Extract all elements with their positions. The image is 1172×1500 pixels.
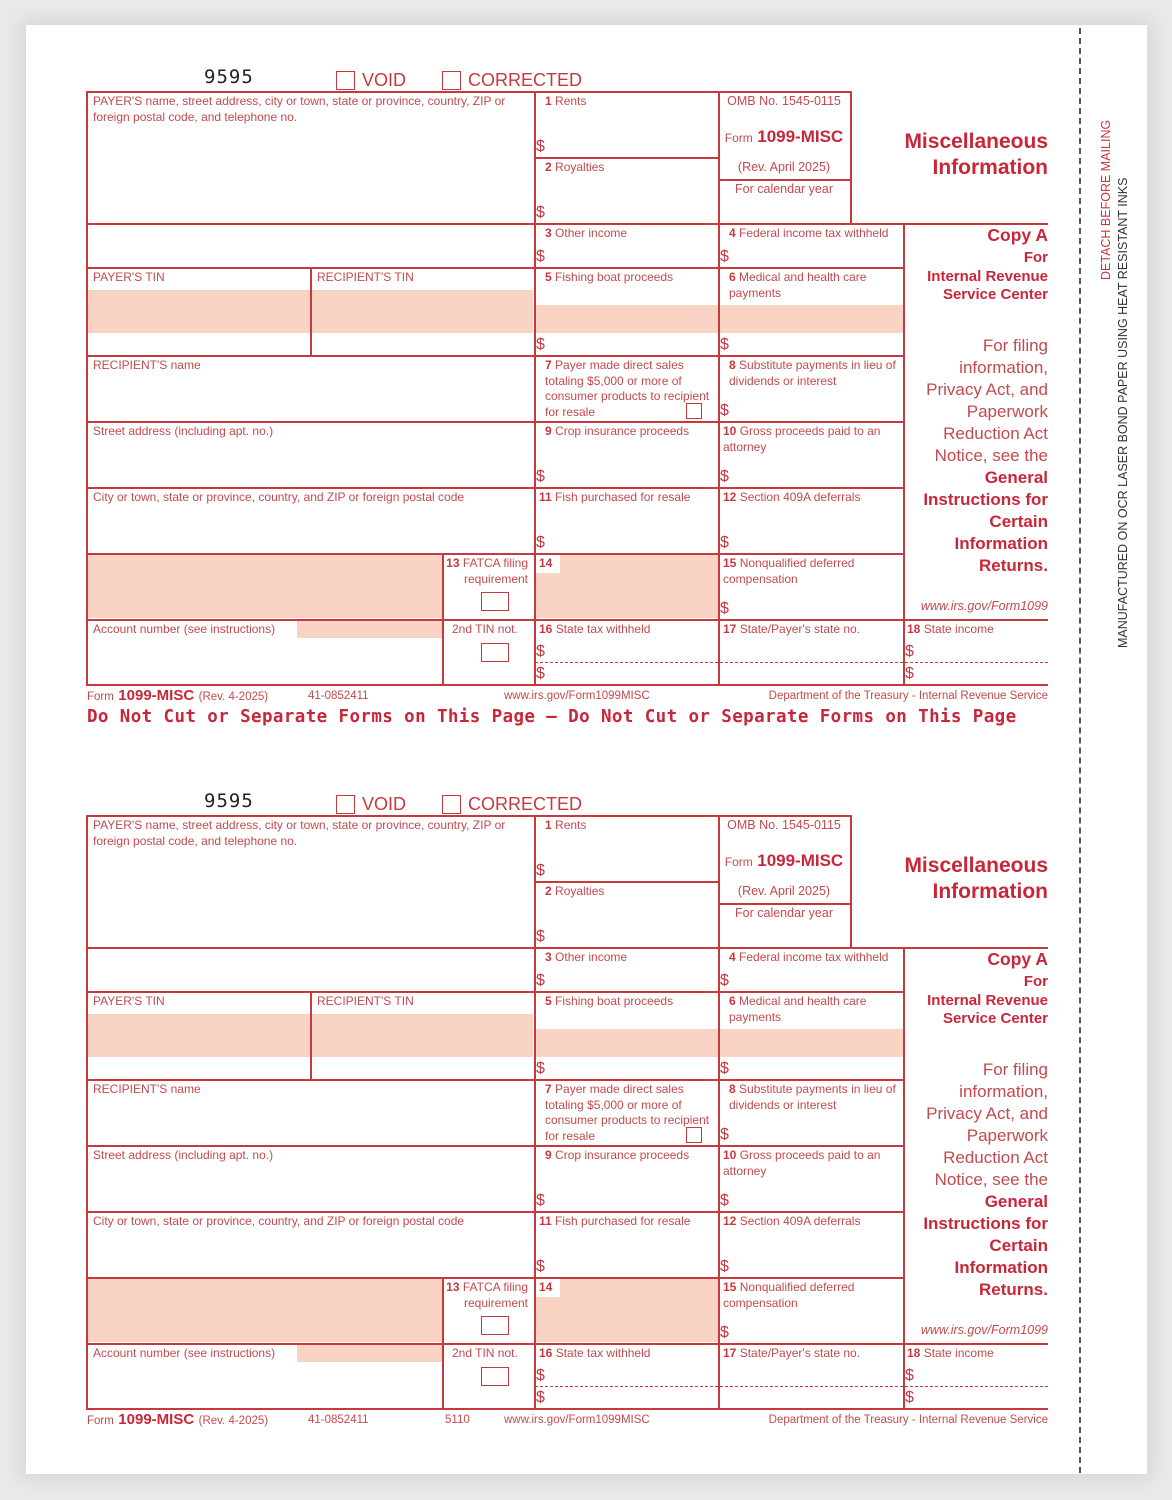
payer-tin-field[interactable]: PAYER'S TIN: [93, 994, 165, 1008]
dollar-sign: $: [536, 204, 545, 221]
box5-fishing-boat[interactable]: 5 Fishing boat proceeds: [545, 994, 674, 1008]
dollar-sign: $: [536, 468, 545, 485]
fatca-checkbox[interactable]: [481, 592, 509, 611]
dollar-sign: $: [905, 643, 914, 660]
payer-info-field[interactable]: PAYER'S name, street address, city or town, state or province, country, ZIP or foreign postal code, and telephone no.: [93, 818, 506, 848]
box10-attorney-proceeds[interactable]: 10 Gross proceeds paid to an attorney: [723, 424, 881, 454]
dollar-sign: $: [536, 643, 545, 660]
omb-number: OMB No. 1545-0115: [727, 94, 841, 108]
second-tin-checkbox[interactable]: [481, 643, 509, 662]
box17-state-payer-no[interactable]: 17 State/Payer's state no.: [723, 1346, 861, 1360]
box11-fish-purchased[interactable]: 11 Fish purchased for resale: [539, 490, 691, 504]
box7-direct-sales: 7 Payer made direct sales totaling $5,000 or more of consumer products to recipient for resale: [545, 358, 710, 419]
form-title: Miscellaneous Information: [904, 854, 1048, 903]
box2-royalties[interactable]: 2 Royalties: [545, 160, 605, 174]
box9-crop-insurance[interactable]: 9 Crop insurance proceeds: [545, 424, 690, 438]
box5-fishing-boat[interactable]: 5 Fishing boat proceeds: [545, 270, 674, 284]
copy-a-title: Copy A: [987, 949, 1048, 969]
corrected-label: CORRECTED: [468, 70, 583, 90]
box18-state-income[interactable]: 18 State income: [907, 622, 994, 636]
box8-substitute-payments[interactable]: 8 Substitute payments in lieu of dividends or interest: [729, 358, 896, 388]
copy-destination: For Internal Revenue Service Center: [927, 249, 1048, 303]
box9-crop-insurance[interactable]: 9 Crop insurance proceeds: [545, 1148, 690, 1162]
unused-shade: [87, 554, 442, 618]
dollar-sign: $: [720, 1324, 729, 1341]
box11-fish-purchased[interactable]: 11 Fish purchased for resale: [539, 1214, 691, 1228]
dollar-sign: $: [536, 862, 545, 879]
dollar-sign: $: [536, 1060, 545, 1077]
form-id: Form 1099-MISC: [724, 127, 844, 146]
dollar-sign: $: [720, 1060, 729, 1077]
dollar-sign: $: [536, 1367, 545, 1384]
account-number-field[interactable]: Account number (see instructions): [93, 1346, 276, 1360]
corrected-checkbox[interactable]: [442, 795, 461, 814]
void-checkbox[interactable]: [336, 71, 355, 90]
privacy-notice: For filing information, Privacy Act, and Paperwork Reduction Act Notice, see the General Instructions for Certain Information Returns.: [923, 336, 1048, 575]
box17-state-payer-no[interactable]: 17 State/Payer's state no.: [723, 622, 861, 636]
dollar-sign: $: [720, 1258, 729, 1275]
box1-rents[interactable]: 1 Rents: [545, 818, 587, 832]
second-tin-label: 2nd TIN not.: [452, 1346, 518, 1360]
form-id: Form 1099-MISC: [724, 851, 844, 870]
box2-royalties[interactable]: 2 Royalties: [545, 884, 605, 898]
dollar-sign: $: [720, 534, 729, 551]
unused-shade: [87, 1278, 442, 1342]
dollar-sign: $: [905, 665, 914, 682]
box12-409a-deferrals[interactable]: 12 Section 409A deferrals: [723, 1214, 861, 1228]
dollar-sign: $: [536, 972, 545, 989]
city-state-zip-field[interactable]: City or town, state or province, country, and ZIP or foreign postal code: [93, 1214, 465, 1228]
form-code: 5110: [445, 1414, 470, 1426]
box6-medical[interactable]: 6 Medical and health care payments: [729, 994, 867, 1024]
corrected-checkbox[interactable]: [442, 71, 461, 90]
box14-shade: [535, 1278, 718, 1342]
omb-number: OMB No. 1545-0115: [727, 818, 841, 832]
footer-url[interactable]: www.irs.gov/Form1099MISC: [504, 690, 650, 702]
do-not-cut-warning: Do Not Cut or Separate Forms on This Page — Do Not Cut or Separate Forms on This Page: [87, 707, 1017, 727]
revision-date: (Rev. April 2025): [737, 884, 831, 898]
box3-other-income[interactable]: 3 Other income: [545, 950, 628, 964]
box4-federal-tax-withheld[interactable]: 4 Federal income tax withheld: [729, 950, 889, 964]
box15-nonqualified-deferred[interactable]: 15 Nonqualified deferred compensation: [723, 556, 855, 586]
irs-url[interactable]: www.irs.gov/Form1099: [920, 599, 1048, 613]
dollar-sign: $: [720, 972, 729, 989]
ocr-code: 9595: [204, 790, 254, 812]
box7-direct-sales: 7 Payer made direct sales totaling $5,000 or more of consumer products to recipient for resale: [545, 1082, 710, 1143]
dollar-sign: $: [536, 1389, 545, 1406]
payer-info-field[interactable]: PAYER'S name, street address, city or town, state or province, country, ZIP or foreign postal code, and telephone no.: [93, 94, 506, 124]
box13-label: 13 FATCA filing requirement: [446, 1280, 528, 1310]
ocr-code: 9595: [204, 66, 254, 88]
box1-rents[interactable]: 1 Rents: [545, 94, 587, 108]
department-label: Department of the Treasury - Internal Revenue Service: [768, 690, 1048, 702]
box13-label: 13 FATCA filing requirement: [446, 556, 528, 586]
box15-nonqualified-deferred[interactable]: 15 Nonqualified deferred compensation: [723, 1280, 855, 1310]
dollar-sign: $: [720, 1126, 729, 1143]
form-1099-misc-copy-a: [0, 0, 1172, 704]
dollar-sign: $: [536, 665, 545, 682]
form-title: Miscellaneous Information: [904, 130, 1048, 179]
recipient-tin-field[interactable]: RECIPIENT'S TIN: [317, 270, 414, 284]
box8-substitute-payments[interactable]: 8 Substitute payments in lieu of dividends or interest: [729, 1082, 896, 1112]
box14-shade: [535, 554, 718, 618]
form-footer-id: Form 1099-MISC (Rev. 4-2025): [87, 1411, 269, 1428]
copy-a-title: Copy A: [987, 225, 1048, 245]
recipient-name-field[interactable]: RECIPIENT'S name: [93, 1082, 201, 1096]
second-tin-checkbox[interactable]: [481, 1367, 509, 1386]
box18-state-income[interactable]: 18 State income: [907, 1346, 994, 1360]
dollar-sign: $: [905, 1389, 914, 1406]
dollar-sign: $: [536, 138, 545, 155]
city-state-zip-field[interactable]: City or town, state or province, country, and ZIP or foreign postal code: [93, 490, 465, 504]
catalog-number: 41-0852411: [308, 690, 369, 702]
calendar-year-field[interactable]: For calendar year: [735, 906, 833, 920]
dollar-sign: $: [720, 600, 729, 617]
account-shade: [297, 1344, 442, 1362]
footer-url[interactable]: www.irs.gov/Form1099MISC: [504, 1414, 650, 1426]
box6-medical[interactable]: 6 Medical and health care payments: [729, 270, 867, 300]
dollar-sign: $: [720, 468, 729, 485]
second-tin-label: 2nd TIN not.: [452, 622, 518, 636]
box16-state-tax[interactable]: 16 State tax withheld: [539, 1346, 651, 1360]
void-label: VOID: [362, 70, 407, 90]
account-number-field[interactable]: Account number (see instructions): [93, 622, 276, 636]
box14-label[interactable]: 14: [539, 1280, 553, 1294]
department-label: Department of the Treasury - Internal Revenue Service: [768, 1414, 1048, 1426]
box14-label[interactable]: 14: [539, 556, 553, 570]
catalog-number: 41-0852411: [308, 1414, 369, 1426]
dollar-sign: $: [536, 928, 545, 945]
box3-other-income[interactable]: 3 Other income: [545, 226, 628, 240]
privacy-notice: For filing information, Privacy Act, and Paperwork Reduction Act Notice, see the General Instructions for Certain Information Returns.: [923, 1060, 1048, 1299]
dollar-sign: $: [720, 1192, 729, 1209]
dollar-sign: $: [536, 1258, 545, 1275]
dollar-sign: $: [720, 336, 729, 353]
payer-tin-field[interactable]: PAYER'S TIN: [93, 270, 165, 284]
street-address-field[interactable]: Street address (including apt. no.): [93, 1148, 274, 1162]
recipient-name-field[interactable]: RECIPIENT'S name: [93, 358, 201, 372]
dollar-sign: $: [536, 1192, 545, 1209]
void-checkbox[interactable]: [336, 795, 355, 814]
recipient-tin-field[interactable]: RECIPIENT'S TIN: [317, 994, 414, 1008]
dollar-sign: $: [720, 248, 729, 265]
dollar-sign: $: [536, 534, 545, 551]
account-shade: [297, 620, 442, 638]
detach-notice: DETACH BEFORE MAILING: [1099, 119, 1113, 280]
calendar-year-field[interactable]: For calendar year: [735, 182, 833, 196]
paper-manufacture-notice: MANUFACTURED ON OCR LASER BOND PAPER USING HEAT RESISTANT INKS: [1116, 177, 1130, 648]
revision-date: (Rev. April 2025): [737, 160, 831, 174]
corrected-label: CORRECTED: [468, 794, 583, 814]
box7-checkbox[interactable]: [686, 1127, 702, 1143]
dollar-sign: $: [905, 1367, 914, 1384]
irs-url[interactable]: www.irs.gov/Form1099: [920, 1323, 1048, 1337]
dollar-sign: $: [536, 336, 545, 353]
dollar-sign: $: [536, 248, 545, 265]
box16-state-tax[interactable]: 16 State tax withheld: [539, 622, 651, 636]
box7-checkbox[interactable]: [686, 403, 702, 419]
street-address-field[interactable]: Street address (including apt. no.): [93, 424, 274, 438]
form-1099-misc-copy-a: [0, 724, 1172, 1428]
void-label: VOID: [362, 794, 407, 814]
dollar-sign: $: [720, 402, 729, 419]
form-footer-id: Form 1099-MISC (Rev. 4-2025): [87, 687, 269, 704]
copy-destination: For Internal Revenue Service Center: [927, 973, 1048, 1027]
box10-attorney-proceeds[interactable]: 10 Gross proceeds paid to an attorney: [723, 1148, 881, 1178]
fatca-checkbox[interactable]: [481, 1316, 509, 1335]
box12-409a-deferrals[interactable]: 12 Section 409A deferrals: [723, 490, 861, 504]
box4-federal-tax-withheld[interactable]: 4 Federal income tax withheld: [729, 226, 889, 240]
